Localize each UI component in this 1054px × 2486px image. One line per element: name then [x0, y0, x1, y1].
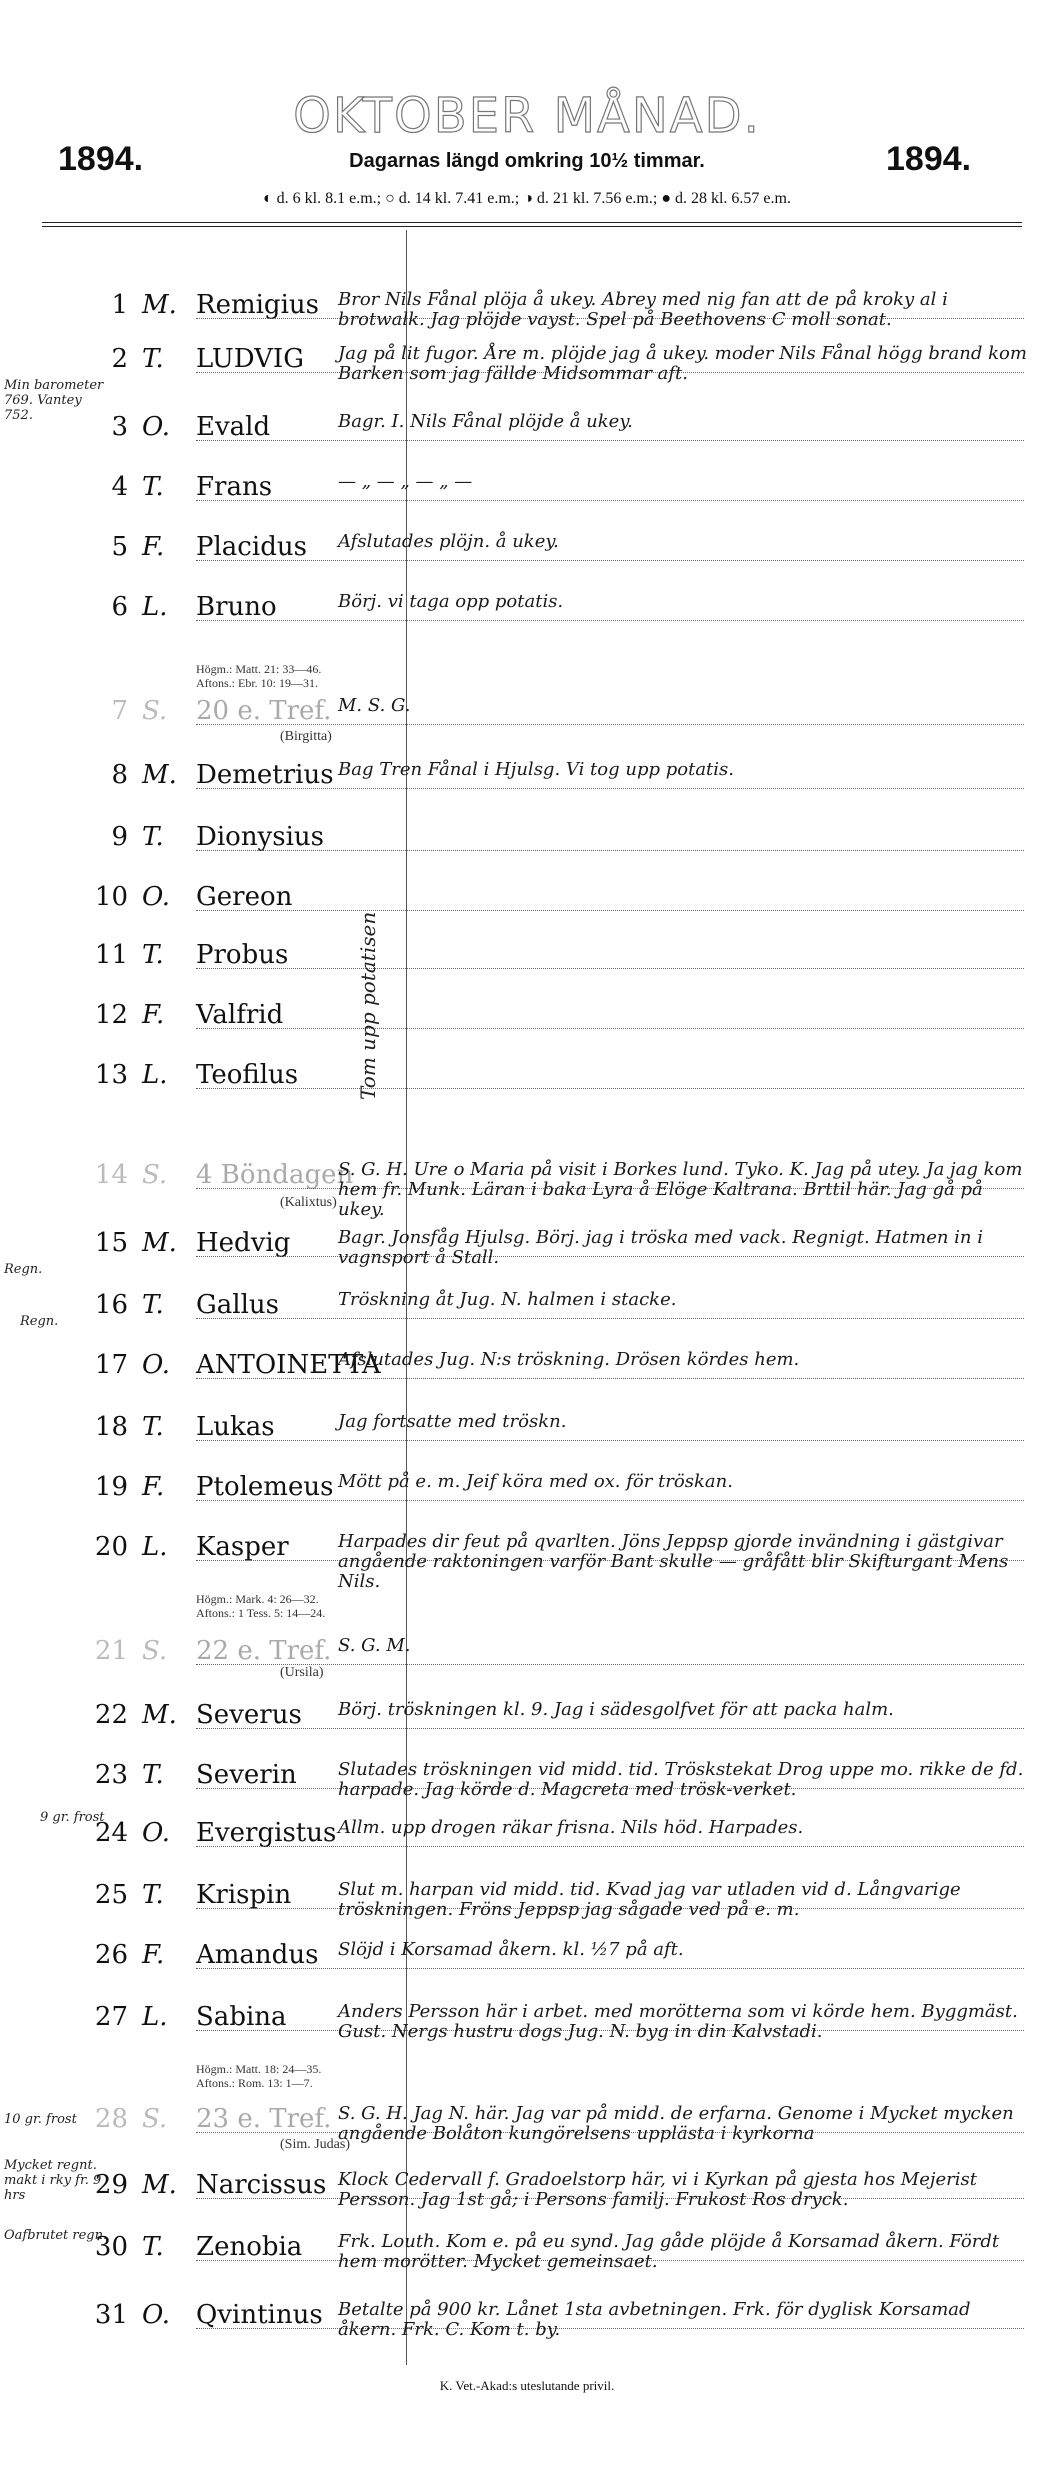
weekday-abbrev: S. — [142, 1636, 168, 1666]
handwritten-entry: Bagr. I. Nils Fånal plöjde å ukey. — [338, 411, 633, 432]
dotted-line — [196, 500, 1024, 501]
day-row — [0, 1000, 1054, 1048]
weekday-abbrev: S. — [142, 2104, 168, 2134]
day-number: 18 — [94, 1412, 128, 1442]
year-left: 1894. — [58, 140, 144, 178]
day-number: 9 — [111, 822, 128, 852]
day-row — [0, 1700, 1054, 1748]
name-day: Lukas — [196, 1412, 275, 1442]
name-day: Sabina — [196, 2002, 287, 2032]
sunday-saint: (Ursila) — [280, 1665, 324, 1680]
day-row — [0, 532, 1054, 580]
margin-note: Oafbrutet regn. — [4, 2228, 108, 2243]
handwritten-entry: Jag fortsatte med tröskn. — [338, 1411, 567, 1432]
weekday-abbrev: F. — [142, 532, 165, 562]
name-day: Severus — [196, 1700, 302, 1730]
dotted-line — [196, 850, 1024, 851]
margin-note: 10 gr. frost — [4, 2112, 77, 2127]
day-number: 8 — [111, 760, 128, 790]
handwritten-entry: Slöjd i Korsamad åkern. kl. ½7 på aft. — [338, 1939, 684, 1960]
weekday-abbrev: F. — [142, 1472, 165, 1502]
dotted-line — [196, 1088, 1024, 1089]
day-row — [0, 1350, 1054, 1398]
handwritten-entry: Börj. vi taga opp potatis. — [338, 591, 564, 612]
weekday-abbrev: O. — [142, 1818, 171, 1848]
vertical-handwritten-note: Tom upp potatisen — [356, 911, 380, 1100]
weekday-abbrev: O. — [142, 2300, 171, 2330]
day-row — [0, 2170, 1054, 2218]
day-number: 3 — [111, 412, 128, 442]
margin-note: Regn. — [20, 1314, 59, 1329]
day-row — [0, 344, 1054, 392]
handwritten-entry: Bagr. Jonsfåg Hjulsg. Börj. jag i tröska med vack. Regnigt. Hatmen in i vagnsport å Stall. — [338, 1227, 984, 1268]
day-number: 17 — [94, 1350, 128, 1380]
name-day: Amandus — [196, 1940, 319, 1970]
weekday-abbrev: M. — [142, 2170, 177, 2200]
sunday-readings: Högm.: Matt. 18: 24—35. Aftons.: Rom. 13: 1—7. — [196, 2062, 322, 2090]
handwritten-entry: Jag på lit fugor. Åre m. plöjde jag å ukey. moder Nils Fånal högg brand kom Barken som jag fällde Midsommar aft. — [338, 343, 1027, 384]
day-row — [0, 1531, 1054, 1592]
name-day: Probus — [196, 940, 289, 970]
name-day: Krispin — [196, 1880, 292, 1910]
dotted-line — [196, 440, 1024, 441]
name-day: Gallus — [196, 1290, 279, 1320]
day-number: 12 — [94, 1000, 128, 1030]
weekday-abbrev: S. — [142, 1160, 168, 1190]
margin-note: Regn. — [4, 1262, 43, 1277]
weekday-abbrev: T. — [142, 344, 164, 374]
day-row — [0, 1412, 1054, 1460]
weekday-abbrev: M. — [142, 1700, 177, 1730]
weekday-abbrev: M. — [142, 1228, 177, 1258]
day-number: 7 — [111, 696, 128, 726]
name-day: Evald — [196, 412, 271, 442]
weekday-abbrev: L. — [142, 2002, 168, 2032]
dotted-line — [196, 968, 1024, 969]
handwritten-entry: Bror Nils Fånal plöja å ukey. Abrey med nig fan att de på kroky al i brotwalk. Jag plöjde vayst. Spel på Beethovens C moll sonat. — [338, 289, 948, 330]
day-number: 6 — [111, 592, 128, 622]
margin-note: Mycket regnt. makt i rky fr. 9 hrs — [4, 2158, 102, 2203]
dotted-line — [196, 910, 1024, 911]
day-row — [0, 696, 1054, 744]
weekday-abbrev: T. — [142, 1880, 164, 1910]
day-row — [0, 290, 1054, 338]
sunday-saint: (Kalixtus) — [280, 1195, 337, 1210]
day-row — [0, 1060, 1054, 1108]
day-row — [0, 1159, 1054, 1220]
weekday-abbrev: T. — [142, 1290, 164, 1320]
handwritten-entry: Tröskning åt Jug. N. halmen i stacke. — [338, 1289, 677, 1310]
day-row — [0, 2232, 1054, 2280]
dotted-line — [196, 560, 1024, 561]
name-day: 22 e. Tref. — [196, 1636, 332, 1666]
handwritten-entry: M. S. G. — [338, 695, 411, 716]
day-row — [0, 412, 1054, 460]
handwritten-entry: Börj. tröskningen kl. 9. Jag i sädesgolfvet för att packa halm. — [338, 1699, 894, 1720]
day-row — [0, 1880, 1054, 1928]
day-number: 30 — [94, 2232, 128, 2262]
day-number: 11 — [94, 940, 128, 970]
day-row — [0, 1818, 1054, 1866]
weekday-abbrev: T. — [142, 940, 164, 970]
weekday-abbrev: L. — [142, 1060, 168, 1090]
handwritten-entry: S. G. M. — [338, 1635, 411, 1656]
name-day: Kasper — [196, 1532, 289, 1562]
weekday-abbrev: M. — [142, 760, 177, 790]
header-rule-2 — [42, 226, 1022, 227]
moon-phases: ◐ d. 6 kl. 8.1 e.m.; ○ d. 14 kl. 7.41 e.m.; ◑ d. 21 kl. 7.56 e.m.; ● d. 28 kl. 6.57 e.m. — [263, 190, 791, 207]
day-row — [0, 592, 1054, 640]
weekday-abbrev: S. — [142, 696, 168, 726]
name-day: Bruno — [196, 592, 277, 622]
handwritten-entry: Slutades tröskningen vid midd. tid. Tröskstekat Drog uppe mo. rikke de fd. harpade. Jag körde d. Magcreta med trösk-verket. — [338, 1759, 1024, 1800]
weekday-abbrev: T. — [142, 1412, 164, 1442]
margin-note: Min barometer 769. Vantey 752. — [4, 378, 104, 423]
day-number: 31 — [94, 2300, 128, 2330]
day-row — [0, 472, 1054, 520]
sunday-saint: (Birgitta) — [280, 729, 332, 744]
day-number: 27 — [94, 2002, 128, 2032]
day-number: 29 — [94, 2170, 128, 2200]
day-number: 28 — [94, 2104, 128, 2134]
day-row — [0, 2104, 1054, 2152]
day-row — [0, 1290, 1054, 1338]
name-day: Zenobia — [196, 2232, 303, 2262]
sunday-saint: (Sim. Judas) — [280, 2137, 350, 2152]
weekday-abbrev: F. — [142, 1000, 165, 1030]
handwritten-entry: Allm. upp drogen räkar frisna. Nils höd. Harpades. — [338, 1817, 804, 1838]
name-day: Severin — [196, 1760, 297, 1790]
day-row — [0, 882, 1054, 930]
name-day: Placidus — [196, 532, 307, 562]
day-number: 14 — [94, 1160, 128, 1190]
name-day: Dionysius — [196, 822, 324, 852]
handwritten-entry: Mött på e. m. Jeif köra med ox. för tröskan. — [338, 1471, 733, 1492]
handwritten-entry: Betalte på 900 kr. Lånet 1sta avbetningen. Frk. för dyglisk Korsamad åkern. Frk. C. Kom t. by. — [338, 2299, 971, 2340]
weekday-abbrev: O. — [142, 1350, 171, 1380]
day-row — [0, 2300, 1054, 2348]
day-number: 2 — [111, 344, 128, 374]
weekday-abbrev: T. — [142, 822, 164, 852]
day-row — [0, 1228, 1054, 1276]
name-day: Evergistus — [196, 1818, 337, 1848]
weekday-abbrev: L. — [142, 1532, 168, 1562]
sunday-readings: Högm.: Mark. 4: 26—32. Aftons.: 1 Tess. 5: 14—24. — [196, 1592, 326, 1620]
day-number: 20 — [94, 1532, 128, 1562]
name-day: Demetrius — [196, 760, 334, 790]
day-number: 15 — [94, 1228, 128, 1258]
day-number: 16 — [94, 1290, 128, 1320]
day-number: 4 — [111, 472, 128, 502]
handwritten-entry: Klock Cedervall f. Gradoelstorp här, vi i Kyrkan på gjesta hos Mejerist Persson. Jag 1st gå; i Persons familj. Frukost Ros dryck. — [338, 2169, 977, 2210]
dotted-line — [196, 1440, 1024, 1441]
handwritten-entry: Harpades dir feut på qvarlten. Jöns Jeppsp gjorde invändning i gästgivar angående raktoningen varför Bant skulle — gråfått blir Skifturgant Mens Nils. — [338, 1531, 1009, 1592]
margin-note: 9 gr. frost — [40, 1810, 105, 1825]
name-day: Teofilus — [196, 1060, 299, 1090]
name-day: Remigius — [196, 290, 319, 320]
dotted-line — [196, 1728, 1024, 1729]
dotted-line — [196, 1846, 1024, 1847]
header-rule — [42, 222, 1022, 223]
sunday-readings: Högm.: Matt. 21: 33—46. Aftons.: Ebr. 10: 19—31. — [196, 662, 322, 690]
day-number: 5 — [111, 532, 128, 562]
day-number: 22 — [94, 1700, 128, 1730]
month-title: OKTOBER MÅNAD. — [293, 88, 761, 144]
handwritten-entry: Afslutades plöjn. å ukey. — [338, 531, 559, 552]
day-number: 13 — [94, 1060, 128, 1090]
handwritten-entry: S. G. H. Jag N. här. Jag var på midd. de erfarna. Genome i Mycket mycken angående Bolåton kungörelsens upplästa i kyrkorna — [338, 2103, 1014, 2144]
day-number: 21 — [94, 1636, 128, 1666]
weekday-abbrev: F. — [142, 1940, 165, 1970]
handwritten-entry: Frk. Louth. Kom e. på eu synd. Jag gåde plöjde å Korsamad åkern. Fördt hem morötter. Mycket gemeinsaet. — [338, 2231, 1000, 2272]
dotted-line — [196, 1500, 1024, 1501]
day-number: 24 — [94, 1818, 128, 1848]
handwritten-entry: Anders Persson här i arbet. med morötterna som vi körde hem. Byggmäst. Gust. Nergs hustru dogs Jug. N. byg in din Kalvstadi. — [338, 2001, 1018, 2042]
handwritten-entry: Bag Tren Fånal i Hjulsg. Vi tog upp potatis. — [338, 759, 734, 780]
footer-imprint: K. Vet.-Akad:s uteslutande privil. — [439, 2378, 615, 2393]
day-number: 26 — [94, 1940, 128, 1970]
name-day: Valfrid — [196, 1000, 284, 1030]
handwritten-entry: Slut m. harpan vid midd. tid. Kvad jag var utladen vid d. Långvarige tröskningen. Fröns Jeppsp jag sågade ved på e. m. — [338, 1879, 961, 1920]
day-row — [0, 1636, 1054, 1684]
dotted-line — [196, 1378, 1024, 1379]
day-row — [0, 1760, 1054, 1808]
weekday-abbrev: L. — [142, 592, 168, 622]
name-day: 20 e. Tref. — [196, 696, 332, 726]
day-row — [0, 760, 1054, 808]
dotted-line — [196, 1318, 1024, 1319]
dotted-line — [196, 1968, 1024, 1969]
day-row — [0, 940, 1054, 988]
day-number: 1 — [111, 290, 128, 320]
name-day: 4 Böndagen — [196, 1160, 354, 1190]
dotted-line — [196, 620, 1024, 621]
weekday-abbrev: T. — [142, 2232, 164, 2262]
weekday-abbrev: T. — [142, 472, 164, 502]
day-number: 10 — [94, 882, 128, 912]
weekday-abbrev: T. — [142, 1760, 164, 1790]
day-number: 23 — [94, 1760, 128, 1790]
name-day: ANTOINETTA — [196, 1350, 381, 1380]
weekday-abbrev: O. — [142, 412, 171, 442]
name-day: 23 e. Tref. — [196, 2104, 332, 2134]
weekday-abbrev: M. — [142, 290, 177, 320]
day-length-subtitle: Dagarnas längd omkring 10½ timmar. — [349, 150, 705, 172]
day-number: 25 — [94, 1880, 128, 1910]
day-row — [0, 1940, 1054, 1988]
handwritten-entry: — „ — „ — „ — — [338, 471, 473, 492]
day-number: 19 — [94, 1472, 128, 1502]
dotted-line — [196, 724, 1024, 725]
weekday-abbrev: O. — [142, 882, 171, 912]
dotted-line — [196, 1028, 1024, 1029]
name-day: Gereon — [196, 882, 293, 912]
dotted-line — [196, 788, 1024, 789]
handwritten-entry: S. G. H. Ure o Maria på visit i Borkes lund. Tyko. K. Jag på utey. Ja jag kom hem fr. Munk. Läran i baka Lyra å Elöge Kaltrana. Brttil här. Jag gå på ukey. — [338, 1159, 1023, 1220]
day-row — [0, 822, 1054, 870]
name-day: Frans — [196, 472, 273, 502]
handwritten-entry: Afslutades Jug. N:s tröskning. Drösen kördes hem. — [338, 1349, 800, 1370]
name-day: Narcissus — [196, 2170, 327, 2200]
name-day: Qvintinus — [196, 2300, 323, 2330]
name-day: LUDVIG — [196, 344, 304, 374]
day-row — [0, 2002, 1054, 2050]
name-day: Hedvig — [196, 1228, 291, 1258]
day-row — [0, 1472, 1054, 1520]
name-day: Ptolemeus — [196, 1472, 334, 1502]
year-right: 1894. — [886, 140, 972, 178]
